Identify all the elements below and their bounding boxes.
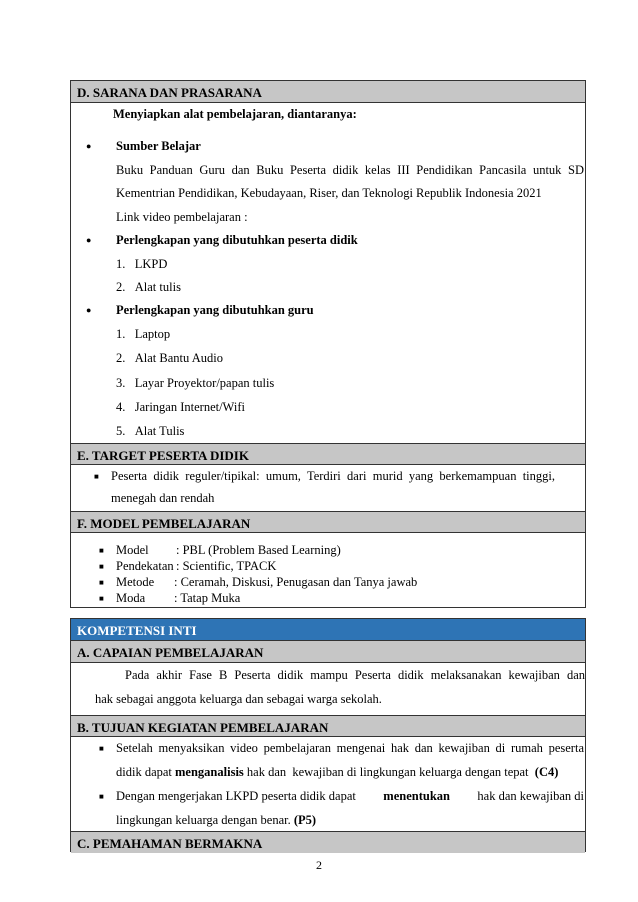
kompetensi-box [70, 618, 586, 852]
model-content [71, 533, 585, 607]
target-line-1: ■ Peserta didik reguler/tipikal: umum, Terdiri dari murid yang berkemampuan tinggi, [111, 469, 555, 484]
section-header-tujuan: B. TUJUAN KEGIATAN PEMBELAJARAN [71, 715, 585, 737]
section-header-pemahaman: C. PEMAHAMAN BERMAKNA [71, 831, 585, 853]
tujuan-keyword: menentukan [383, 789, 450, 803]
guru-item-2: 2. Alat Bantu Audio [116, 351, 223, 365]
tujuan-1-line-2 [116, 765, 558, 780]
page-number: 2 [316, 858, 322, 872]
tujuan-text: didik dapat [116, 765, 176, 779]
sumber-line-3: Link video pembelajaran : [116, 210, 248, 224]
tujuan-1-line-1: ■ Setelah menyaksikan video pembelajaran mengenai hak dan kewajiban di rumah peserta [116, 741, 584, 756]
guru-item-label: Alat Bantu Audio [134, 351, 223, 365]
tujuan-code: (P5) [293, 813, 317, 827]
model-row-4 [116, 591, 240, 606]
guru-item-label: Laptop [134, 327, 171, 341]
section-header-capaian: A. CAPAIAN PEMBELAJARAN [71, 641, 585, 663]
tujuan-text: hak dan kewajiban di [477, 789, 584, 803]
tujuan-code: (C4) [534, 765, 559, 779]
section-header-target: E. TARGET PESERTA DIDIK [71, 443, 585, 465]
tujuan-keyword: menganalisis [175, 765, 244, 779]
model-row-3 [116, 575, 417, 590]
guru-item-3: 3. Layar Proyektor/papan tulis [116, 376, 275, 390]
guru-item-1: 1. Laptop [116, 327, 171, 341]
model-row-2 [116, 559, 276, 574]
model-value: : Tatap Muka [174, 591, 241, 605]
section-header-kompetensi: KOMPETENSI INTI [71, 619, 585, 641]
model-label: Metode [116, 575, 155, 589]
peserta-item-1: 1. LKPD [116, 257, 168, 271]
model-label: Model [116, 543, 149, 557]
model-label: Pendekatan [116, 559, 174, 573]
sarana-content [71, 103, 585, 443]
model-value: : PBL (Problem Based Learning) [176, 543, 341, 557]
capaian-content [71, 663, 585, 715]
guru-item-label: Layar Proyektor/papan tulis [134, 376, 275, 390]
sumber-title: ● Sumber Belajar [116, 139, 201, 154]
model-value: : Scientific, TPACK [176, 559, 277, 573]
tujuan-content [71, 737, 585, 831]
sumber-line-2: Kementrian Pendidikan, Kebudayaan, Riser, dan Teknologi Republik Indonesia 2021 [116, 186, 542, 200]
capaian-line-2: hak sebagai anggota keluarga dan sebagai warga sekolah. [95, 692, 382, 706]
sarana-intro: Menyiapkan alat pembelajaran, diantaranya: [113, 107, 357, 121]
guru-item-label: Alat Tulis [134, 424, 185, 438]
section-header-model: F. MODEL PEMBELAJARAN [71, 511, 585, 533]
sumber-line-1: Buku Panduan Guru dan Buku Peserta didik kelas III Pendidikan Pancasila untuk SD [116, 163, 584, 177]
capaian-line-1: Pada akhir Fase B Peserta didik mampu Peserta didik melaksanakan kewajiban dan [125, 668, 585, 682]
tujuan-text: hak dan kewajiban di lingkungan keluarga dengan tepat [243, 765, 535, 779]
peserta-item-label: LKPD [134, 257, 168, 271]
tujuan-2-line-2 [116, 813, 316, 828]
guru-item-label: Jaringan Internet/Wifi [134, 400, 245, 414]
target-line-2: menegah dan rendah [111, 491, 215, 505]
model-value: : Ceramah, Diskusi, Penugasan dan Tanya jawab [174, 575, 418, 589]
section-header-sarana: D. SARANA DAN PRASARANA [71, 81, 585, 103]
tujuan-2-line-1 [116, 789, 584, 804]
sarana-box [70, 80, 586, 608]
model-row-1 [116, 543, 341, 558]
guru-title: ● Perlengkapan yang dibutuhkan guru [116, 303, 314, 318]
guru-item-5: 5. Alat Tulis [116, 424, 185, 438]
tujuan-text: lingkungan keluarga dengan benar. [116, 813, 294, 827]
peserta-item-2: 2. Alat tulis [116, 280, 181, 294]
tujuan-text: ■ Dengan mengerjakan LKPD peserta didik dapat [116, 789, 356, 803]
model-label: Moda [116, 591, 146, 605]
guru-item-4: 4. Jaringan Internet/Wifi [116, 400, 245, 414]
target-content [71, 465, 585, 511]
peserta-item-label: Alat tulis [134, 280, 181, 294]
peserta-title: ● Perlengkapan yang dibutuhkan peserta didik [116, 233, 358, 248]
